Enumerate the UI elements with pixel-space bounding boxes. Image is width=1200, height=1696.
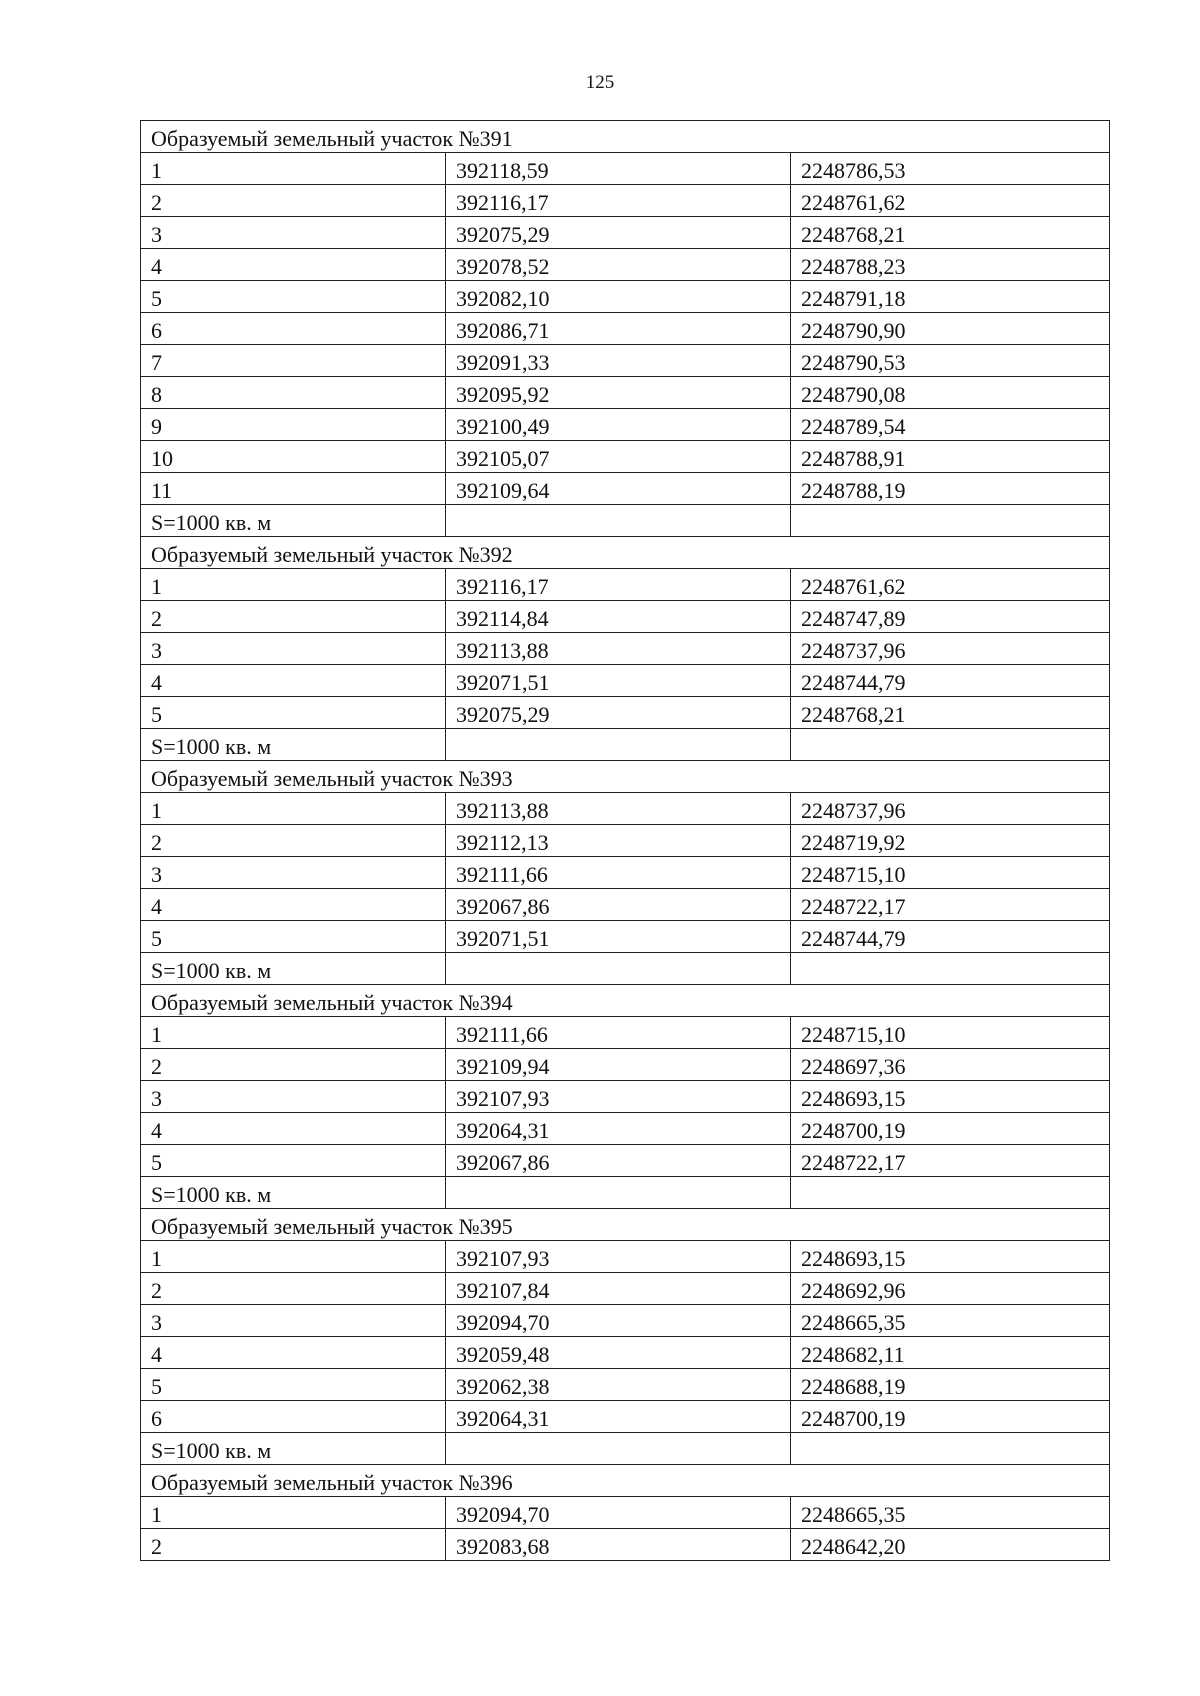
point-number: 3 [141,857,446,889]
coordinate-x: 392086,71 [446,313,791,345]
point-number: 2 [141,825,446,857]
coordinate-x: 392111,66 [446,1017,791,1049]
point-number: 2 [141,1529,446,1561]
page-number: 125 [585,72,615,93]
point-row [141,249,1110,281]
coordinate-y: 2248715,10 [791,857,1110,889]
point-number: 5 [141,697,446,729]
point-row [141,569,1110,601]
coordinate-y: 2248789,54 [791,409,1110,441]
coordinate-y: 2248761,62 [791,185,1110,217]
coordinate-y: 2248791,18 [791,281,1110,313]
point-row [141,345,1110,377]
area-row [141,1433,1110,1465]
coordinate-y: 2248786,53 [791,153,1110,185]
coordinate-x: 392111,66 [446,857,791,889]
point-number: 5 [141,281,446,313]
coordinate-x: 392107,93 [446,1241,791,1273]
area-value: S=1000 кв. м [141,1433,446,1465]
coordinate-y: 2248744,79 [791,921,1110,953]
coordinates-table [140,120,1110,1561]
coordinate-y: 2248768,21 [791,217,1110,249]
point-number: 5 [141,1145,446,1177]
coordinate-y: 2248665,35 [791,1497,1110,1529]
point-row [141,857,1110,889]
coordinate-x: 392082,10 [446,281,791,313]
coordinate-y: 2248788,19 [791,473,1110,505]
point-number: 10 [141,441,446,473]
empty-cell [791,1433,1110,1465]
empty-cell [791,953,1110,985]
coordinate-x: 392109,94 [446,1049,791,1081]
parcel-header-row [141,985,1110,1017]
point-row [141,601,1110,633]
parcel-title: Образуемый земельный участок №393 [141,761,1110,793]
point-row [141,1369,1110,1401]
point-row [141,377,1110,409]
parcel-header-row [141,1209,1110,1241]
coordinate-x: 392075,29 [446,697,791,729]
coordinate-x: 392113,88 [446,633,791,665]
coordinate-y: 2248700,19 [791,1401,1110,1433]
point-row [141,217,1110,249]
point-row [141,1305,1110,1337]
point-number: 6 [141,1401,446,1433]
point-row [141,825,1110,857]
point-number: 2 [141,1273,446,1305]
point-number: 4 [141,1337,446,1369]
area-value: S=1000 кв. м [141,729,446,761]
coordinate-x: 392095,92 [446,377,791,409]
point-row [141,409,1110,441]
coordinate-y: 2248715,10 [791,1017,1110,1049]
coordinate-x: 392075,29 [446,217,791,249]
point-number: 4 [141,889,446,921]
empty-cell [791,729,1110,761]
coordinate-x: 392094,70 [446,1305,791,1337]
coordinate-x: 392107,84 [446,1273,791,1305]
point-row [141,793,1110,825]
area-row [141,1177,1110,1209]
coordinate-x: 392083,68 [446,1529,791,1561]
coordinate-y: 2248693,15 [791,1081,1110,1113]
coordinate-y: 2248692,96 [791,1273,1110,1305]
coordinate-x: 392107,93 [446,1081,791,1113]
point-number: 1 [141,1017,446,1049]
area-value: S=1000 кв. м [141,1177,446,1209]
empty-cell [791,505,1110,537]
point-number: 2 [141,185,446,217]
coordinate-y: 2248768,21 [791,697,1110,729]
area-row [141,953,1110,985]
point-number: 4 [141,665,446,697]
point-row [141,441,1110,473]
coordinate-y: 2248642,20 [791,1529,1110,1561]
point-number: 1 [141,1241,446,1273]
coordinate-y: 2248790,90 [791,313,1110,345]
coordinate-y: 2248719,92 [791,825,1110,857]
empty-cell [446,729,791,761]
point-number: 4 [141,1113,446,1145]
coordinate-x: 392091,33 [446,345,791,377]
coordinate-x: 392113,88 [446,793,791,825]
coordinate-y: 2248682,11 [791,1337,1110,1369]
parcel-header-row [141,121,1110,153]
coordinate-x: 392064,31 [446,1113,791,1145]
point-row [141,1529,1110,1561]
coordinate-x: 392071,51 [446,921,791,953]
empty-cell [446,953,791,985]
point-number: 3 [141,217,446,249]
point-number: 3 [141,1081,446,1113]
point-number: 1 [141,569,446,601]
parcel-header-row [141,1465,1110,1497]
area-row [141,729,1110,761]
point-number: 1 [141,1497,446,1529]
coordinate-y: 2248737,96 [791,793,1110,825]
coordinate-y: 2248747,89 [791,601,1110,633]
point-row [141,1049,1110,1081]
coordinate-y: 2248697,36 [791,1049,1110,1081]
coordinate-x: 392100,49 [446,409,791,441]
parcel-header-row [141,537,1110,569]
coordinate-x: 392094,70 [446,1497,791,1529]
coordinate-x: 392114,84 [446,601,791,633]
point-number: 5 [141,1369,446,1401]
point-number: 3 [141,633,446,665]
coordinate-x: 392118,59 [446,153,791,185]
coordinate-x: 392067,86 [446,1145,791,1177]
point-row [141,473,1110,505]
point-row [141,185,1110,217]
point-row [141,633,1110,665]
parcel-title: Образуемый земельный участок №391 [141,121,1110,153]
coordinate-x: 392067,86 [446,889,791,921]
point-row [141,1241,1110,1273]
point-row [141,665,1110,697]
coordinate-y: 2248722,17 [791,889,1110,921]
parcel-header-row [141,761,1110,793]
parcel-title: Образуемый земельный участок №395 [141,1209,1110,1241]
coordinate-x: 392062,38 [446,1369,791,1401]
point-row [141,281,1110,313]
point-row [141,1337,1110,1369]
coordinate-x: 392116,17 [446,185,791,217]
coordinate-x: 392109,64 [446,473,791,505]
coordinate-x: 392071,51 [446,665,791,697]
coordinate-y: 2248761,62 [791,569,1110,601]
point-number: 3 [141,1305,446,1337]
coordinates-table-body [141,121,1110,1561]
point-row [141,1081,1110,1113]
point-row [141,1017,1110,1049]
empty-cell [791,1177,1110,1209]
coordinate-y: 2248665,35 [791,1305,1110,1337]
point-number: 7 [141,345,446,377]
coordinate-x: 392105,07 [446,441,791,473]
coordinate-y: 2248693,15 [791,1241,1110,1273]
point-number: 11 [141,473,446,505]
coordinate-y: 2248788,23 [791,249,1110,281]
point-number: 8 [141,377,446,409]
point-row [141,1401,1110,1433]
point-number: 9 [141,409,446,441]
point-number: 2 [141,601,446,633]
coordinate-x: 392064,31 [446,1401,791,1433]
point-row [141,697,1110,729]
point-row [141,1145,1110,1177]
point-row [141,153,1110,185]
point-number: 1 [141,793,446,825]
point-number: 1 [141,153,446,185]
coordinate-y: 2248790,08 [791,377,1110,409]
parcel-title: Образуемый земельный участок №394 [141,985,1110,1017]
empty-cell [446,505,791,537]
parcel-title: Образуемый земельный участок №392 [141,537,1110,569]
point-row [141,921,1110,953]
point-number: 5 [141,921,446,953]
empty-cell [446,1433,791,1465]
point-row [141,889,1110,921]
coordinate-y: 2248790,53 [791,345,1110,377]
point-number: 2 [141,1049,446,1081]
point-row [141,1497,1110,1529]
coordinate-y: 2248788,91 [791,441,1110,473]
point-number: 6 [141,313,446,345]
point-row [141,1113,1110,1145]
coordinate-y: 2248688,19 [791,1369,1110,1401]
area-value: S=1000 кв. м [141,953,446,985]
coordinate-y: 2248722,17 [791,1145,1110,1177]
parcel-title: Образуемый земельный участок №396 [141,1465,1110,1497]
coordinate-x: 392078,52 [446,249,791,281]
area-row [141,505,1110,537]
coordinate-x: 392059,48 [446,1337,791,1369]
coordinate-y: 2248737,96 [791,633,1110,665]
point-row [141,1273,1110,1305]
empty-cell [446,1177,791,1209]
point-number: 4 [141,249,446,281]
coordinate-y: 2248744,79 [791,665,1110,697]
point-row [141,313,1110,345]
coordinate-y: 2248700,19 [791,1113,1110,1145]
coordinate-x: 392112,13 [446,825,791,857]
area-value: S=1000 кв. м [141,505,446,537]
coordinate-x: 392116,17 [446,569,791,601]
